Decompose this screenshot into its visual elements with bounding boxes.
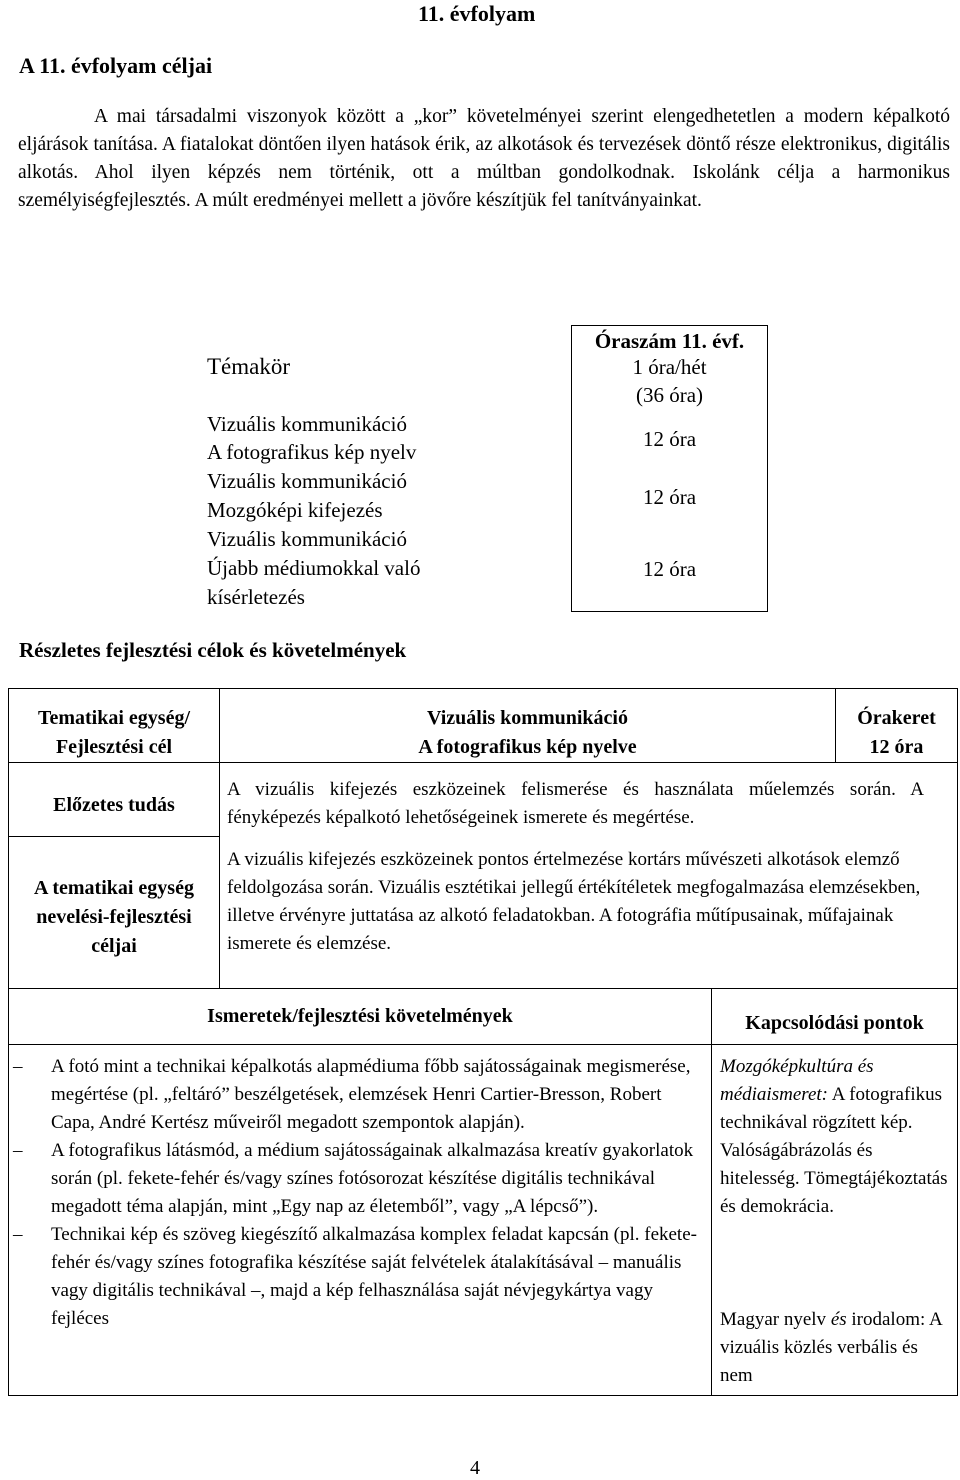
- hours-budget: Órakeret 12 óra: [857, 707, 936, 758]
- summary-table: [193, 325, 768, 612]
- requirement-item: – A fotografikus látásmód, a médium sajátosságainak alkalmazása kreatív gyakorlatok során (pl. fekete-fehér és/vagy színes fotósorozat készítése digitális technikával megadott téma alapján, mint „Egy nap az életemből”, vagy „A lépcső”).: [9, 1137, 704, 1221]
- requirement-item: – A fotó mint a technikai képalkotás alapmédiuma főbb sajátosságainak megismerése, megértése (pl. „feltáró” beszélgetések, elemzések Henri Cartier-Bresson, Robert Capa, André Kertész műveiről megadott szempontok alapján).: [9, 1053, 704, 1137]
- topic-row-2-line-2: Mozgóképi kifejezés: [207, 498, 383, 522]
- page-title: A 11. évfolyam céljai: [19, 53, 213, 78]
- intro-paragraph: A mai társadalmi viszonyok között a „kor” követelményei szerint elengedhetetlen a modern képalkotó eljárások tanítása. A fiatalokat döntően ilyen hatások érik, az alkotások és tervezések döntő része elektronikus, digitális alkotás. Ahol ilyen képzés nem történik, ott a múltban gondolkodnak. Iskolánk célja a harmonikus személyiségfejlesztés. A múlt eredményei mellett a jövőre készítjük fel tanítványainkat.: [18, 106, 950, 211]
- requirements-header: Ismeretek/fejlesztési követelmények: [207, 1005, 513, 1027]
- grade-header: 11. évfolyam: [418, 1, 536, 26]
- detail-heading: Részletes fejlesztési célok és követelmények: [19, 638, 407, 662]
- hours-row-3: 12 óra: [642, 557, 697, 581]
- goals-label: A tematikai egység nevelési-fejlesztési céljai: [34, 877, 194, 957]
- goals-text: A vizuális kifejezés eszközeinek pontos értelmezése kortárs művészeti alkotások elemző feldolgozása során. Vizuális esztétikai jellegű értékítéletek megfogalmazása elemzésekben, illetve érvényre juttatása az alkotó feladatokban. A fotográfia műtípusainak, műfajainak ismerete és elemzése.: [227, 849, 921, 954]
- hours-row-1: 12 óra: [642, 427, 697, 451]
- unit-title: Vizuális kommunikáció A fotografikus kép nyelve: [418, 707, 637, 758]
- hours-total: (36 óra): [635, 383, 704, 407]
- topic-row-3-line-1: Vizuális kommunikáció: [207, 527, 407, 551]
- prior-knowledge-text: A vizuális kifejezés eszközeinek felismerése és használata műelemzés során. A fényképezés képalkotó lehetőségeinek ismerete és megértése.: [227, 779, 924, 828]
- connection-1-text: A fotografikus technikával rögzített kép. Valóságábrázolás és hitelesség. Tömegtájékoztatás és demokrácia.: [720, 1084, 948, 1217]
- topic-row-3-line-2: Újabb médiumokkal való: [207, 556, 421, 580]
- topic-header: Témakör: [207, 354, 291, 379]
- requirement-item: – Technikai kép és szöveg kiegészítő alkalmazása komplex feladat kapcsán (pl. fekete-fehér és/vagy színes fotografika készítése saját felvételek átalakításával – manuális vagy digitális technikával –, majd a kép felhasználása saját névjegykártya vagy fejléces: [9, 1221, 704, 1333]
- hours-row-2: 12 óra: [642, 485, 697, 509]
- connection-2: Magyar nyelv és irodalom: A vizuális közlés verbális és nem: [720, 1309, 942, 1386]
- hours-header: Óraszám 11. évf.: [594, 329, 745, 353]
- unit-label: Tematikai egység/ Fejlesztési cél: [37, 707, 191, 758]
- connections-header: Kapcsolódási pontok: [745, 1012, 924, 1034]
- topic-row-3-line-3: kísérletezés: [207, 585, 305, 609]
- requirements-list: [9, 1053, 704, 1333]
- connection-1: [720, 1053, 950, 1221]
- topic-row-2-line-1: Vizuális kommunikáció: [207, 469, 407, 493]
- prior-knowledge-label: Előzetes tudás: [53, 794, 175, 816]
- connection-1-subject: Mozgóképkultúra és médiaismeret:: [720, 1056, 874, 1105]
- connection-2-text: A vizuális közlés verbális és nem: [720, 1309, 942, 1386]
- hours-per-week: 1 óra/hét: [632, 355, 707, 379]
- intro-section: [18, 103, 950, 215]
- topic-row-1-line-2: A fotografikus kép nyelv: [207, 440, 417, 464]
- page-number: 4: [470, 1457, 480, 1479]
- topic-row-1-line-1: Vizuális kommunikáció: [207, 412, 407, 436]
